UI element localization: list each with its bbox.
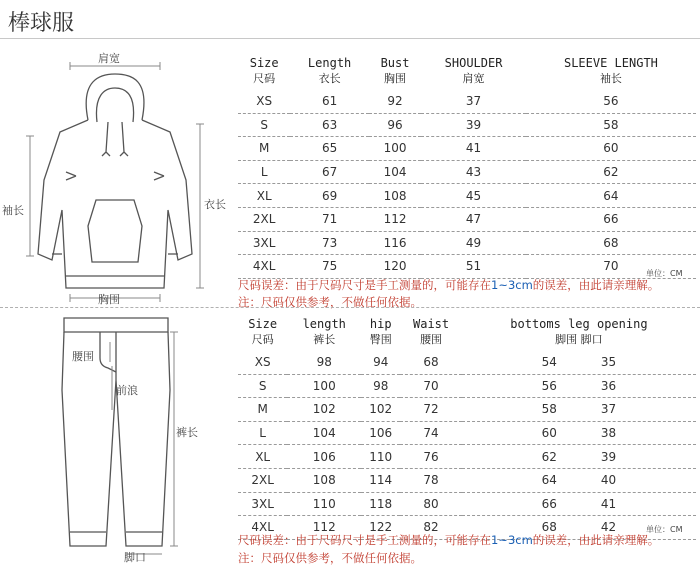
table-cell-value: 71	[321, 212, 338, 227]
bottom-header-row	[238, 313, 696, 351]
bottom-note-range: 1~3cm	[491, 533, 533, 547]
column-header	[400, 313, 462, 351]
table-cell-value: 98	[373, 378, 389, 393]
table-cell	[526, 207, 696, 231]
column-header-en: Waist	[413, 317, 450, 331]
label-pants-length: 裤长	[176, 426, 198, 439]
table-cell	[361, 421, 400, 445]
table-row	[238, 255, 696, 279]
label-shoulder: 肩宽	[98, 52, 120, 65]
table-row	[238, 207, 696, 231]
column-header	[290, 52, 369, 90]
table-cell-value: 38	[600, 426, 617, 441]
table-cell-value: 60	[603, 141, 619, 156]
table-cell	[287, 398, 361, 422]
column-header	[526, 52, 696, 90]
label-hem: 脚口	[124, 551, 146, 564]
table-cell-value: 58	[541, 402, 557, 417]
label-chest: 胸围	[98, 293, 120, 306]
table-cell-value: 65	[321, 141, 338, 156]
table-row	[238, 160, 696, 184]
table-cell-value: 68	[423, 355, 439, 370]
table-cell-value: 78	[423, 473, 439, 488]
table-row	[238, 113, 696, 137]
table-cell-value: 64	[603, 188, 619, 203]
table-cell-value: L	[260, 165, 268, 180]
top-note-range: 1~3cm	[491, 278, 533, 292]
table-cell	[400, 492, 462, 516]
table-row	[238, 90, 696, 113]
table-cell	[369, 137, 421, 161]
column-header-zh: 尺码	[251, 333, 274, 346]
table-row	[238, 445, 696, 469]
top-error-note	[238, 277, 659, 293]
table-row	[238, 398, 696, 422]
column-header-en: SLEEVE LENGTH	[563, 56, 658, 70]
bottom-note-prefix: 尺码误差：由于尺码尺寸是手工测量的，可能存在	[238, 533, 491, 547]
table-cell	[361, 468, 400, 492]
table-cell-value: 106	[312, 449, 336, 464]
table-row	[238, 374, 696, 398]
column-header	[238, 52, 290, 90]
table-cell-value: 73	[321, 235, 338, 250]
table-cell-value: 62	[541, 449, 557, 464]
table-cell	[361, 445, 400, 469]
bottom-error-note	[238, 532, 659, 548]
table-row	[238, 231, 696, 255]
table-cell	[421, 113, 526, 137]
table-cell-value: 56	[603, 94, 619, 109]
table-row	[238, 137, 696, 161]
table-cell	[290, 113, 369, 137]
table-cell-value: 118	[369, 496, 393, 511]
column-header	[421, 52, 526, 90]
table-cell-value: 108	[312, 473, 336, 488]
column-header-en: Length	[307, 56, 352, 70]
table-cell-value: 122	[369, 520, 393, 535]
column-header-zh: 肩宽	[462, 72, 485, 85]
table-cell	[400, 421, 462, 445]
table-cell	[238, 231, 290, 255]
table-cell-value: 40	[600, 473, 617, 488]
table-cell	[526, 113, 696, 137]
table-cell	[369, 160, 421, 184]
column-header-en: length	[302, 317, 346, 331]
table-cell	[369, 113, 421, 137]
table-cell	[287, 351, 361, 374]
table-cell-value: 98	[316, 355, 332, 370]
page-title: 棒球服	[8, 11, 75, 36]
table-cell	[421, 231, 526, 255]
table-cell	[290, 90, 369, 113]
bottom-reference-note: 注：尺码仅供参考，不做任何依据。	[238, 551, 422, 565]
table-cell-value: 108	[383, 188, 407, 203]
label-sleeve: 袖长	[2, 204, 24, 217]
table-cell-value: 102	[312, 402, 336, 417]
table-cell	[369, 207, 421, 231]
table-cell-value: 70	[423, 378, 439, 393]
bottom-note-suffix: 的误差，由此请亲理解。	[532, 533, 660, 547]
table-cell	[421, 184, 526, 208]
label-length: 衣长	[204, 198, 226, 211]
table-cell-value: 45	[465, 188, 482, 203]
table-cell	[369, 255, 421, 279]
table-cell-value: 41	[600, 496, 617, 511]
table-cell	[400, 445, 462, 469]
bottom-unit: 单位：CM	[646, 525, 683, 534]
column-header-zh: 臀围	[369, 333, 392, 346]
table-cell	[238, 492, 287, 516]
top-note-suffix: 的误差，由此请亲理解。	[532, 278, 660, 292]
table-cell	[238, 90, 290, 113]
table-cell-value: 51	[465, 259, 482, 274]
column-header-zh: 脚围 脚口	[555, 333, 603, 346]
table-cell	[462, 374, 696, 398]
column-header-zh: 袖长	[599, 72, 622, 85]
table-cell	[238, 398, 287, 422]
table-cell-value: 96	[387, 117, 403, 132]
table-cell-value: 100	[312, 378, 336, 393]
table-cell	[238, 351, 287, 374]
column-header	[361, 313, 400, 351]
table-cell-value: 112	[312, 520, 336, 535]
table-cell-value: 104	[383, 165, 407, 180]
table-cell	[287, 445, 361, 469]
table-cell	[526, 184, 696, 208]
table-cell	[290, 184, 369, 208]
table-cell-value: 35	[600, 355, 617, 370]
table-cell-value: 36	[600, 378, 617, 393]
table-cell-value: 37	[465, 94, 482, 109]
column-header	[369, 52, 421, 90]
table-cell-value: 58	[603, 117, 619, 132]
table-cell-value: 82	[423, 520, 439, 535]
table-row	[238, 421, 696, 445]
column-header-zh: 尺码	[253, 72, 276, 85]
column-header-en: SHOULDER	[444, 56, 503, 70]
table-cell	[290, 160, 369, 184]
table-cell-value: 114	[369, 473, 393, 488]
table-cell-value: 74	[423, 426, 439, 441]
table-cell	[369, 90, 421, 113]
table-cell	[462, 421, 696, 445]
table-cell-value: 42	[600, 520, 617, 535]
column-header-en: bottoms leg opening	[510, 317, 648, 331]
table-cell	[238, 113, 290, 137]
column-header	[462, 313, 696, 351]
table-cell-value: 47	[465, 212, 482, 227]
table-cell	[238, 184, 290, 208]
table-cell	[526, 160, 696, 184]
table-cell	[238, 468, 287, 492]
label-rise: 前浪	[116, 384, 138, 397]
column-header-zh: 胸围	[384, 72, 407, 85]
table-cell-value: S	[260, 117, 268, 132]
label-waist: 腰围	[72, 350, 94, 363]
table-cell-value: 72	[423, 402, 439, 417]
table-cell-value: XL	[255, 449, 271, 464]
table-cell-value: 106	[369, 426, 393, 441]
table-cell-value: 92	[387, 94, 403, 109]
table-cell	[369, 184, 421, 208]
table-cell	[238, 207, 290, 231]
table-cell	[421, 160, 526, 184]
table-cell-value: 120	[383, 259, 407, 274]
table-cell	[421, 255, 526, 279]
table-cell-value: 110	[369, 449, 393, 464]
column-header-zh: 裤长	[313, 333, 336, 346]
table-cell	[462, 445, 696, 469]
table-cell-value: 67	[321, 165, 338, 180]
table-cell-value: 104	[312, 426, 336, 441]
table-cell	[361, 351, 400, 374]
table-cell-value: 61	[321, 94, 338, 109]
top-size-table	[238, 52, 696, 279]
table-cell-value: 64	[541, 473, 557, 488]
table-cell-value: 100	[383, 141, 407, 156]
table-cell-value: M	[257, 402, 268, 417]
table-cell-value: 63	[321, 117, 338, 132]
table-row	[238, 468, 696, 492]
table-cell	[526, 231, 696, 255]
table-cell-value: 68	[603, 235, 619, 250]
top-header-row	[238, 52, 696, 90]
table-cell-value: 56	[541, 378, 557, 393]
table-cell	[462, 351, 696, 374]
table-cell-value: M	[258, 141, 270, 156]
table-cell	[369, 231, 421, 255]
top-note-prefix: 尺码误差：由于尺码尺寸是手工测量的，可能存在	[238, 278, 491, 292]
table-cell	[290, 137, 369, 161]
table-cell	[526, 90, 696, 113]
table-cell-value: XL	[256, 188, 272, 203]
table-cell	[287, 468, 361, 492]
table-cell	[238, 445, 287, 469]
table-cell	[400, 374, 462, 398]
table-cell-value: 116	[383, 235, 407, 250]
section-divider	[0, 307, 700, 308]
table-cell	[526, 137, 696, 161]
table-cell-value: 110	[312, 496, 336, 511]
column-header-zh: 腰围	[420, 333, 443, 346]
table-cell-value: 60	[541, 426, 557, 441]
table-cell-value: 39	[600, 449, 617, 464]
hoodie-illustration	[0, 40, 232, 306]
table-cell	[238, 255, 290, 279]
table-cell	[287, 492, 361, 516]
table-cell-value: 3XL	[252, 235, 276, 250]
column-header	[287, 313, 361, 351]
table-row	[238, 492, 696, 516]
table-cell	[421, 137, 526, 161]
column-header-zh: 衣长	[318, 72, 341, 85]
table-cell-value: 102	[369, 402, 393, 417]
column-header	[238, 313, 287, 351]
table-cell	[361, 492, 400, 516]
table-cell-value: 39	[465, 117, 482, 132]
table-cell-value: 75	[321, 259, 338, 274]
table-cell-value: 66	[603, 212, 619, 227]
table-cell-value: 68	[541, 520, 557, 535]
table-cell-value: 80	[423, 496, 439, 511]
table-cell-value: S	[258, 378, 267, 393]
table-cell	[290, 207, 369, 231]
table-cell	[238, 374, 287, 398]
table-cell-value: 94	[373, 355, 389, 370]
table-cell-value: 76	[423, 449, 439, 464]
table-row	[238, 351, 696, 374]
column-header-en: Size	[248, 317, 278, 331]
table-cell	[400, 351, 462, 374]
table-cell-value: 2XL	[252, 212, 276, 227]
table-cell	[287, 374, 361, 398]
table-cell-value: 62	[603, 165, 619, 180]
table-cell-value: 49	[465, 235, 482, 250]
table-cell	[421, 90, 526, 113]
table-cell	[462, 468, 696, 492]
table-cell	[290, 255, 369, 279]
table-cell-value: XS	[254, 355, 271, 370]
table-cell-value: 43	[465, 165, 482, 180]
table-cell	[400, 468, 462, 492]
column-header-en: Size	[249, 56, 279, 70]
top-unit: 单位：CM	[646, 269, 683, 278]
table-cell-value: XS	[256, 94, 273, 109]
table-cell-value: 112	[383, 212, 407, 227]
table-cell-value: 2XL	[251, 473, 274, 488]
title-divider	[0, 38, 700, 39]
table-cell-value: 69	[321, 188, 338, 203]
table-cell	[462, 492, 696, 516]
table-cell-value: 54	[541, 355, 557, 370]
table-cell	[361, 398, 400, 422]
table-cell	[421, 207, 526, 231]
table-cell	[287, 421, 361, 445]
table-cell	[400, 398, 462, 422]
table-cell-value: 70	[603, 259, 619, 274]
bottom-size-table	[238, 313, 696, 540]
table-cell-value: 4XL	[252, 259, 276, 274]
table-cell	[238, 137, 290, 161]
table-cell-value: 37	[600, 402, 617, 417]
table-cell-value: 3XL	[251, 496, 274, 511]
table-cell	[290, 231, 369, 255]
table-cell	[462, 398, 696, 422]
table-cell-value: 66	[541, 496, 557, 511]
column-header-en: Bust	[380, 56, 410, 70]
table-row	[238, 184, 696, 208]
top-reference-note: 注：尺码仅供参考，不做任何依据。	[238, 295, 422, 309]
table-cell-value: 4XL	[251, 520, 274, 535]
table-cell	[238, 160, 290, 184]
column-header-en: hip	[369, 317, 392, 331]
table-cell-value: L	[259, 426, 266, 441]
table-cell-value: 41	[465, 141, 482, 156]
table-cell	[238, 421, 287, 445]
table-cell	[361, 374, 400, 398]
